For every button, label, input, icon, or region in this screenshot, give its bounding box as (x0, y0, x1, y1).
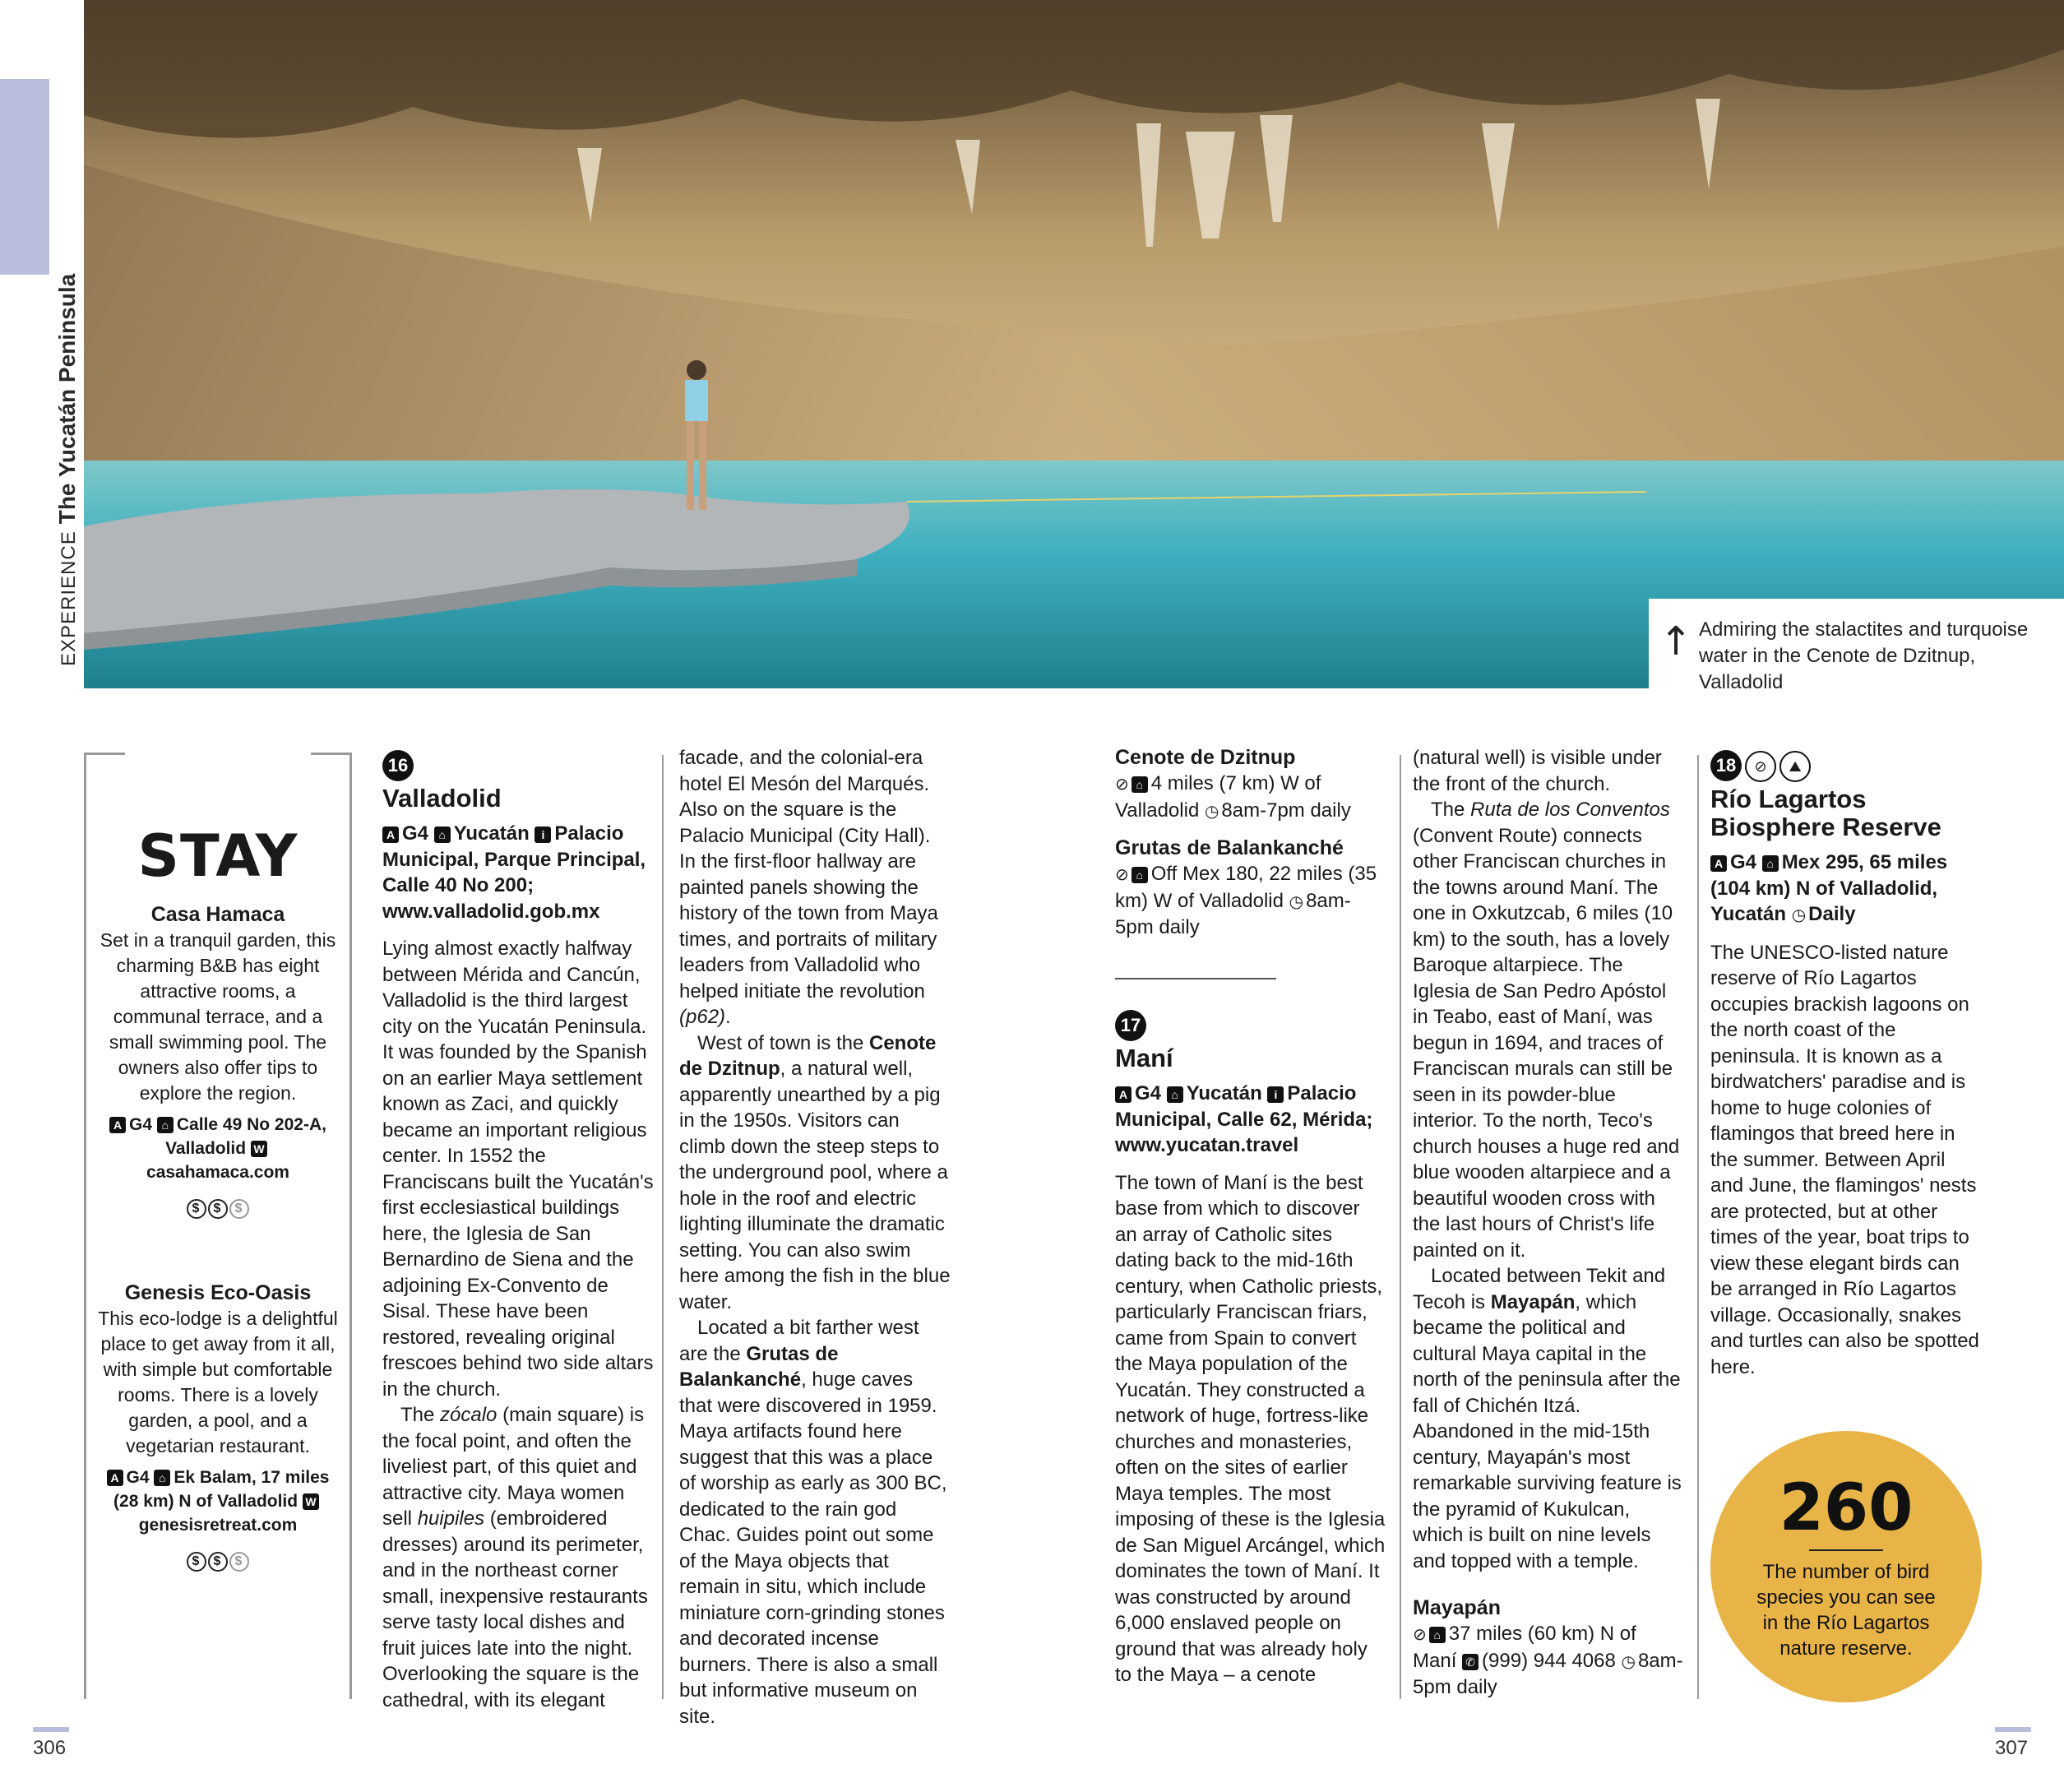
phone-icon: ✆ (1462, 1654, 1479, 1670)
address-icon: ⌂ (1131, 776, 1148, 793)
entry-title: Río Lagartos Biosphere Reserve (1710, 785, 1941, 841)
clock-icon: ◷ (1621, 1651, 1636, 1671)
price-rating (95, 1549, 341, 1572)
no-entry-icon: ⊘ (1745, 751, 1776, 782)
stat-number: 260 (1779, 1471, 1914, 1545)
stay-entry-casa-hamaca (95, 901, 341, 1219)
stay-description: This eco-lodge is a delightful place to get away from it all, with simple but comfortable rooms. There is a lovely garden, a pool, and a vegetarian restaurant. (98, 1308, 338, 1456)
stay-entry-genesis (95, 1280, 341, 1572)
map-grid-icon: A (1115, 1086, 1131, 1103)
address-icon: ⌂ (1131, 867, 1148, 883)
entry-web-link[interactable]: www.valladolid.gob.mx (382, 900, 600, 923)
paragraph: Located a bit farther west are the Grutas de Balankanché, huge caves that were discovered in 1959. Maya artifacts found here suggest that this was a place of worship as early as 300 BC, dedicated to the rain god Chac. Guides point out some of the Maya objects that remain in situ, which include miniature corn-grinding stones and decorated incense burners. There is also a small but informative museum on site. (679, 1317, 947, 1728)
dollar-icon: $ (187, 1552, 206, 1572)
entry-info: A G4 ⌂ Yucatán i Palacio Municipal, Parque Principal, Calle 40 No 200; www.valladolid.gob.mx (382, 822, 646, 923)
section-label: EXPERIENCE (58, 530, 80, 666)
paragraph: The Ruta de los Conventos (Convent Route) connects other Franciscan churches in the towns around Maní. The one in Oxkutzcab, 6 miles (10 km) to the south, has a lovely Baroque altarpiece. The Iglesia de San Pedro Apóstol in Teabo, east of Maní, was begun in 1694, and traces of Franciscan murals can still be seen in its powder-blue interior. To the north, Teco's church houses a huge red and blue wooden altarpiece and a beautiful wooden cross with the last hours of Christ's life painted on it. (1413, 799, 1680, 1262)
map-grid-icon: A (1710, 855, 1727, 872)
stat-callout (1710, 1431, 1982, 1702)
stay-info: A G4 ⌂ Calle 49 No 202-A, Valladolid Wcasahamaca.com (95, 1113, 341, 1184)
dollar-icon: $ (208, 1199, 228, 1219)
section-divider (1115, 978, 1276, 979)
stay-sidebar (84, 755, 352, 1699)
column-mani (1115, 1010, 1386, 1688)
map-grid-icon: A (109, 1117, 126, 1133)
hero-photo-cenote (84, 0, 2064, 688)
clock-icon: ◷ (1204, 800, 1219, 821)
dollar-icon: $ (187, 1199, 206, 1219)
site-info-cenote: ⊘ ⌂ 4 miles (7 km) W of Valladolid ◷ 8am-7pm daily (1115, 771, 1386, 824)
column-mani-cont (1413, 745, 1684, 1711)
stay-heading: STAY (137, 822, 298, 890)
entry-title: Maní (1115, 1044, 1173, 1072)
address-icon: ⌂ (434, 827, 451, 843)
dollar-icon: $ (229, 1552, 249, 1572)
no-entry-icon: ⊘ (1115, 864, 1129, 884)
site-info-grutas: ⊘ ⌂ Off Mex 180, 22 miles (35 km) W of Valladolid ◷ 8am-5pm daily (1115, 863, 1377, 938)
paragraph: West of town is the Cenote de Dzitnup, a natural well, apparently unearthed by a pig in the 1950s. Visitors can climb down the steep steps to the underground pool, where a hole in the roof and electric lighting illuminate the dramatic setting. You can also swim here among the fish in the blue water. (679, 1031, 951, 1313)
entry-number-badge: 16 (382, 750, 414, 781)
address-icon: ⌂ (1429, 1627, 1446, 1643)
entry-info: A G4 ⌂ Yucatán i Palacio Municipal, Calle 62, Mérida; www.yucatan.travel (1115, 1082, 1373, 1156)
map-grid-icon: A (107, 1470, 123, 1486)
entry-number-badge: 17 (1115, 1010, 1146, 1041)
stay-name: Casa Hamaca (150, 903, 285, 926)
hero-caption: Admiring the stalactites and turquoise water in the Cenote de Dzitnup, Valladolid (1699, 618, 2029, 693)
paragraph: Located between Tekit and Tecoh is Mayapán, which became the political and cultural Maya capital in the north of the peninsula after the fall of Chichén Itzá. Abandoned in the mid-15th century, Mayapán's most remarkable surviving feature is the pyramid of Kukulcan, which is built on nine levels and topped with a temple. (1413, 1265, 1682, 1572)
dollar-icon: $ (229, 1199, 249, 1219)
column-rule (1400, 755, 1401, 1699)
column-rule (1697, 755, 1699, 1699)
map-grid-icon: A (382, 827, 399, 843)
arrow-up-icon: ↑ (1659, 618, 1693, 664)
stay-description: Set in a tranquil garden, this charming B&B has eight attractive rooms, a communal terrace, and a small swimming pool. The owners also offer tips to explore the region. (99, 929, 336, 1104)
stat-description: The number of bird species you can see in the Río Lagartos nature reserve. (1756, 1561, 1936, 1660)
web-icon: W (251, 1141, 267, 1157)
page-number-left: 306 (33, 1737, 67, 1759)
no-entry-icon: ⊘ (1413, 1624, 1427, 1644)
column-sites (1115, 745, 1386, 951)
site-info-mayapan: ⊘ ⌂ 37 miles (60 km) N of Maní ✆ (999) 944 4068 ◷ 8am-5pm daily (1413, 1623, 1683, 1698)
column-rule (662, 755, 664, 1699)
site-title-mayapan: Mayapán (1413, 1596, 1501, 1619)
dollar-icon: $ (208, 1552, 228, 1572)
column-lagartos (1710, 750, 1982, 1380)
paragraph: Lying almost exactly halfway between Mérida and Cancún, Valladolid is the third largest city on the Yucatán Peninsula. It was founded by the Spanish on an earlier Maya settlement known as Zaci, and quickly became an important religious center. In 1552 the Franciscans built the Yucatán's first ecclesiastical buildings here, the Iglesia de San Bernardino de Siena and the adjoining Ex-Convento de Sisal. These have been restored, revealing original frescoes behind two side altars in the church. (382, 938, 654, 1401)
address-icon: ⌂ (154, 1470, 170, 1486)
paragraph: The UNESCO-listed nature reserve of Río Lagartos occupies brackish lagoons on the north coast of the peninsula. It is known as a birdwatchers' paradise and is home to huge colonies of flamingos that breed here in the summer. Between April and June, the flamingos' nests are protected, but at other times of the year, boat trips to view these elegant birds can be arranged in Río Lagartos village. Occasionally, snakes and turtles can also be spotted here. (1710, 941, 1979, 1378)
region-label: The Yucatán Peninsula (54, 273, 80, 525)
clock-icon: ◷ (1791, 905, 1807, 924)
column-valladolid (382, 750, 654, 1713)
stay-web-link[interactable]: casahamaca.com (146, 1163, 289, 1182)
chapter-label (54, 274, 81, 666)
entry-info: A G4 ⌂ Mex 295, 65 miles (104 km) N of Valladolid, Yucatán ◷ Daily (1710, 850, 1982, 928)
paragraph-continued: (natural well) is visible under the front of the church. (1413, 747, 1662, 795)
stay-name: Genesis Eco-Oasis (124, 1281, 312, 1304)
tourist-info-icon: i (1267, 1086, 1284, 1103)
entry-number-badge: 18 (1710, 750, 1742, 781)
paragraph: The town of Maní is the best base from which to discover an array of Catholic sites dating back to the mid-16th century, when Catholic priests, particularly Franciscan friars, came from Spain to convert the Maya population of the Yucatán. They constructed a network of huge, fortress-like churches and monasteries, often on the sites of earlier Maya temples. The most imposing of these is the Iglesia de San Miguel Arcángel, which dominates the town of Maní. It was constructed by around 6,000 enslaved people on ground that was already holy to the Maya – a cenote (1115, 1171, 1386, 1686)
site-title-cenote: Cenote de Dzitnup (1115, 746, 1296, 769)
clock-icon: ◷ (1289, 891, 1304, 911)
address-icon: ⌂ (1762, 855, 1779, 872)
page-marker (1995, 1727, 2031, 1732)
no-entry-icon: ⊘ (1115, 774, 1129, 794)
entry-title: Valladolid (382, 784, 502, 813)
stay-web-link[interactable]: genesisretreat.com (138, 1516, 298, 1535)
paragraph-continued: facade, and the colonial-era hotel El Mesón del Marqués. Also on the square is the Palacio Municipal (City Hall). In the first-floor hallway are painted panels showing the history of the town from Maya times, and portraits of military leaders from Valladolid who helped initiate the revolution (p62). (679, 747, 938, 1028)
web-icon: W (303, 1493, 319, 1510)
address-icon: ⌂ (1167, 1086, 1183, 1103)
cave-illustration (84, 0, 2064, 688)
tourist-info-icon: i (535, 827, 551, 843)
site-title-grutas: Grutas de Balankanché (1115, 836, 1344, 859)
paragraph: The zócalo (main square) is the focal point, and often the liveliest part, of this quiet and attractive city. Maya women sell huipiles (embroidered dresses) around its perimeter, and in the northeast corner small, inexpensive restaurants serve tasty local dishes and fruit juices late into the night. Overlooking the square is the cathedral, with its elegant (382, 1404, 648, 1711)
entry-web-link[interactable]: www.yucatan.travel (1115, 1134, 1299, 1156)
hiking-icon: ⛰ (1779, 751, 1811, 782)
chapter-tab (0, 79, 49, 275)
page-number-right: 307 (1995, 1737, 2029, 1759)
stay-info: A G4 ⌂ Ek Balam, 17 miles (28 km) N of Valladolid Wgenesisretreat.com (95, 1466, 341, 1537)
column-valladolid-cont (679, 745, 951, 1729)
price-rating (95, 1196, 341, 1219)
page-marker (33, 1727, 69, 1732)
address-icon: ⌂ (157, 1117, 174, 1133)
